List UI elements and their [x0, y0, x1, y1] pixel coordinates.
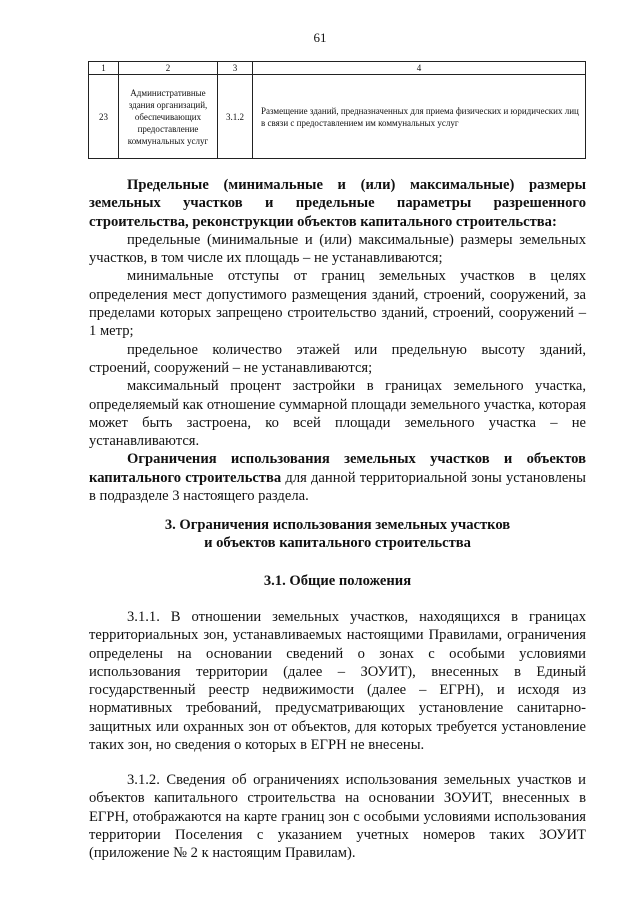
general-provisions — [89, 608, 586, 754]
table-row — [89, 75, 586, 159]
paragraph-3-1-2: 3.1.2. Сведения об ограничениях использования земельных участков и объектов капитального строительства на основании ЗОУИТ, внесенных в ЕГРН, отображаются на карте границ зон с особыми условиями использования территории Поселения с указанием учетных номеров таких ЗОУИТ (приложение № 2 к настоящим Правилам). — [89, 772, 586, 862]
limits-paragraph: минимальные отступы от границ земельных участков в целях определения мест допустимого размещения зданий, строений, сооружений, за пределами которых запрещено строительство зданий, строений, сооружений – 1 метр; — [89, 268, 586, 340]
table-header-cell: 1 — [89, 62, 119, 75]
restrictions-note-bold: Ограничения использования земельных участков и объектов капитального строительства — [89, 451, 586, 486]
section-title-line: 3. Ограничения использования земельных участков — [164, 517, 511, 533]
restrictions-note — [89, 450, 586, 505]
paragraph-3-1-1: 3.1.1. В отношении земельных участков, находящихся в границах территориальных зон, устанавливаемых настоящими Правилами, ограничения определены на основании сведений о зонах с особыми условиями использования территории (далее – ЗОУИТ), внесенных в Единый государственный реестр недвижимости (далее – ЕГРН), и исходя из нормативных требований, предусматривающих установление санитарно-защитных или охранных зон от объектов, для которых требуется установление таких зон, но сведения о которых в ЕГРН не внесены. — [89, 609, 586, 754]
limits-heading: Предельные (минимальные и (или) максимальные) размеры земельных участков и предельные параметры разрешенного строительства, реконструкции объектов капитального строительства: — [89, 177, 586, 230]
general-provisions-2 — [89, 771, 586, 862]
restrictions-note-rest: для данной территориальной зоны установлены в подразделе 3 настоящего раздела. — [89, 469, 586, 505]
use-description-cell: Размещение зданий, предназначенных для приема физических и юридических лиц в связи с предоставлением им коммунальных услуг — [253, 75, 586, 159]
limits-section — [89, 176, 586, 505]
land-use-table — [88, 61, 586, 159]
section-title — [89, 516, 586, 553]
table-header-cell: 4 — [253, 62, 586, 75]
section-title-line: и объектов капитального строительства — [204, 535, 471, 552]
limits-paragraph: предельное количество этажей или предельную высоту зданий, строений, сооружений – не устанавливаются; — [89, 341, 586, 376]
limits-paragraph: максимальный процент застройки в границах земельного участка, определяемый как отношение суммарной площади земельного участка, которая может быть застроена, ко всей площади земельного участка – не устанавливаются. — [89, 378, 586, 450]
use-name-cell: Административные здания организаций, обеспечивающих предоставление коммунальных услуг — [119, 75, 218, 159]
page-number: 61 — [313, 30, 327, 45]
limits-paragraph: предельные (минимальные и (или) максимальные) размеры земельных участков, в том числе их площадь – не устанавливаются; — [89, 231, 586, 267]
subsection-title: 3.1. Общие положения — [263, 573, 412, 589]
table-header-cell: 3 — [218, 62, 253, 75]
use-code-cell: 3.1.2 — [218, 75, 253, 159]
table-header-row — [89, 62, 586, 75]
row-number-cell: 23 — [89, 75, 119, 159]
table-header-cell: 2 — [119, 62, 218, 75]
